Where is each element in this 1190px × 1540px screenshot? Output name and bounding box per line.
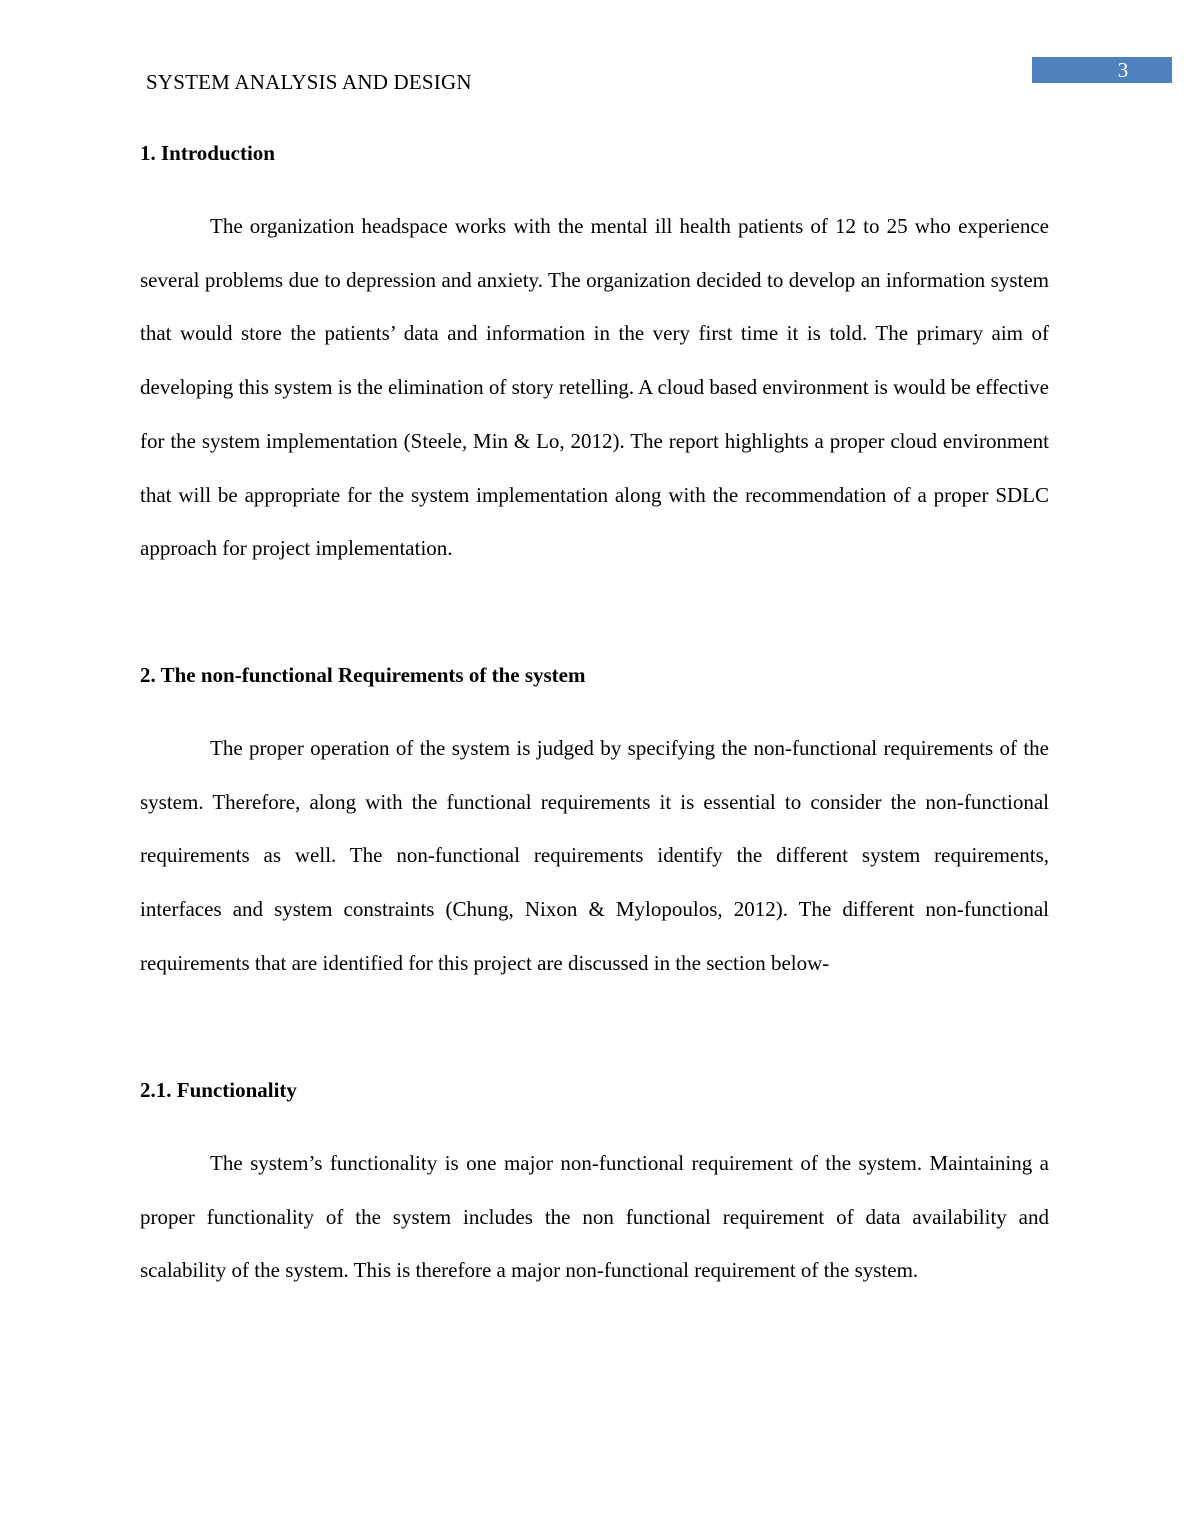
heading-functionality: 2.1. Functionality	[140, 1078, 297, 1102]
heading-introduction: 1. Introduction	[140, 141, 275, 165]
page-number: 3	[1117, 58, 1129, 82]
heading-non-functional: 2. The non-functional Requirements of the system	[140, 663, 586, 687]
paragraph-functionality: The system’s functionality is one major non-functional requirement of the system. Maintaining a proper functionality of the system includes the non functional requirement of data availability and scalability of the system. This is therefore a major non-functional requirement of the system.	[140, 1151, 1049, 1283]
page-number-bar	[1032, 57, 1172, 83]
running-head: SYSTEM ANALYSIS AND DESIGN	[146, 70, 472, 94]
paragraph-non-functional: The proper operation of the system is judged by specifying the non-functional requirements of the system. Therefore, along with the functional requirements it is essential to consider the non-functional requirements as well. The non-functional requirements identify the different system requirements, interfaces and system constraints (Chung, Nixon & Mylopoulos, 2012). The different non-functional requirements that are identified for this project are discussed in the section below-	[140, 736, 1049, 975]
paragraph-introduction: The organization headspace works with the mental ill health patients of 12 to 25 who experience several problems due to depression and anxiety. The organization decided to develop an information system that would store the patients’ data and information in the very first time it is told. The primary aim of developing this system is the elimination of story retelling. A cloud based environment is would be effective for the system implementation (Steele, Min & Lo, 2012). The report highlights a proper cloud environment that will be appropriate for the system implementation along with the recommendation of a proper SDLC approach for project implementation.	[140, 214, 1049, 561]
